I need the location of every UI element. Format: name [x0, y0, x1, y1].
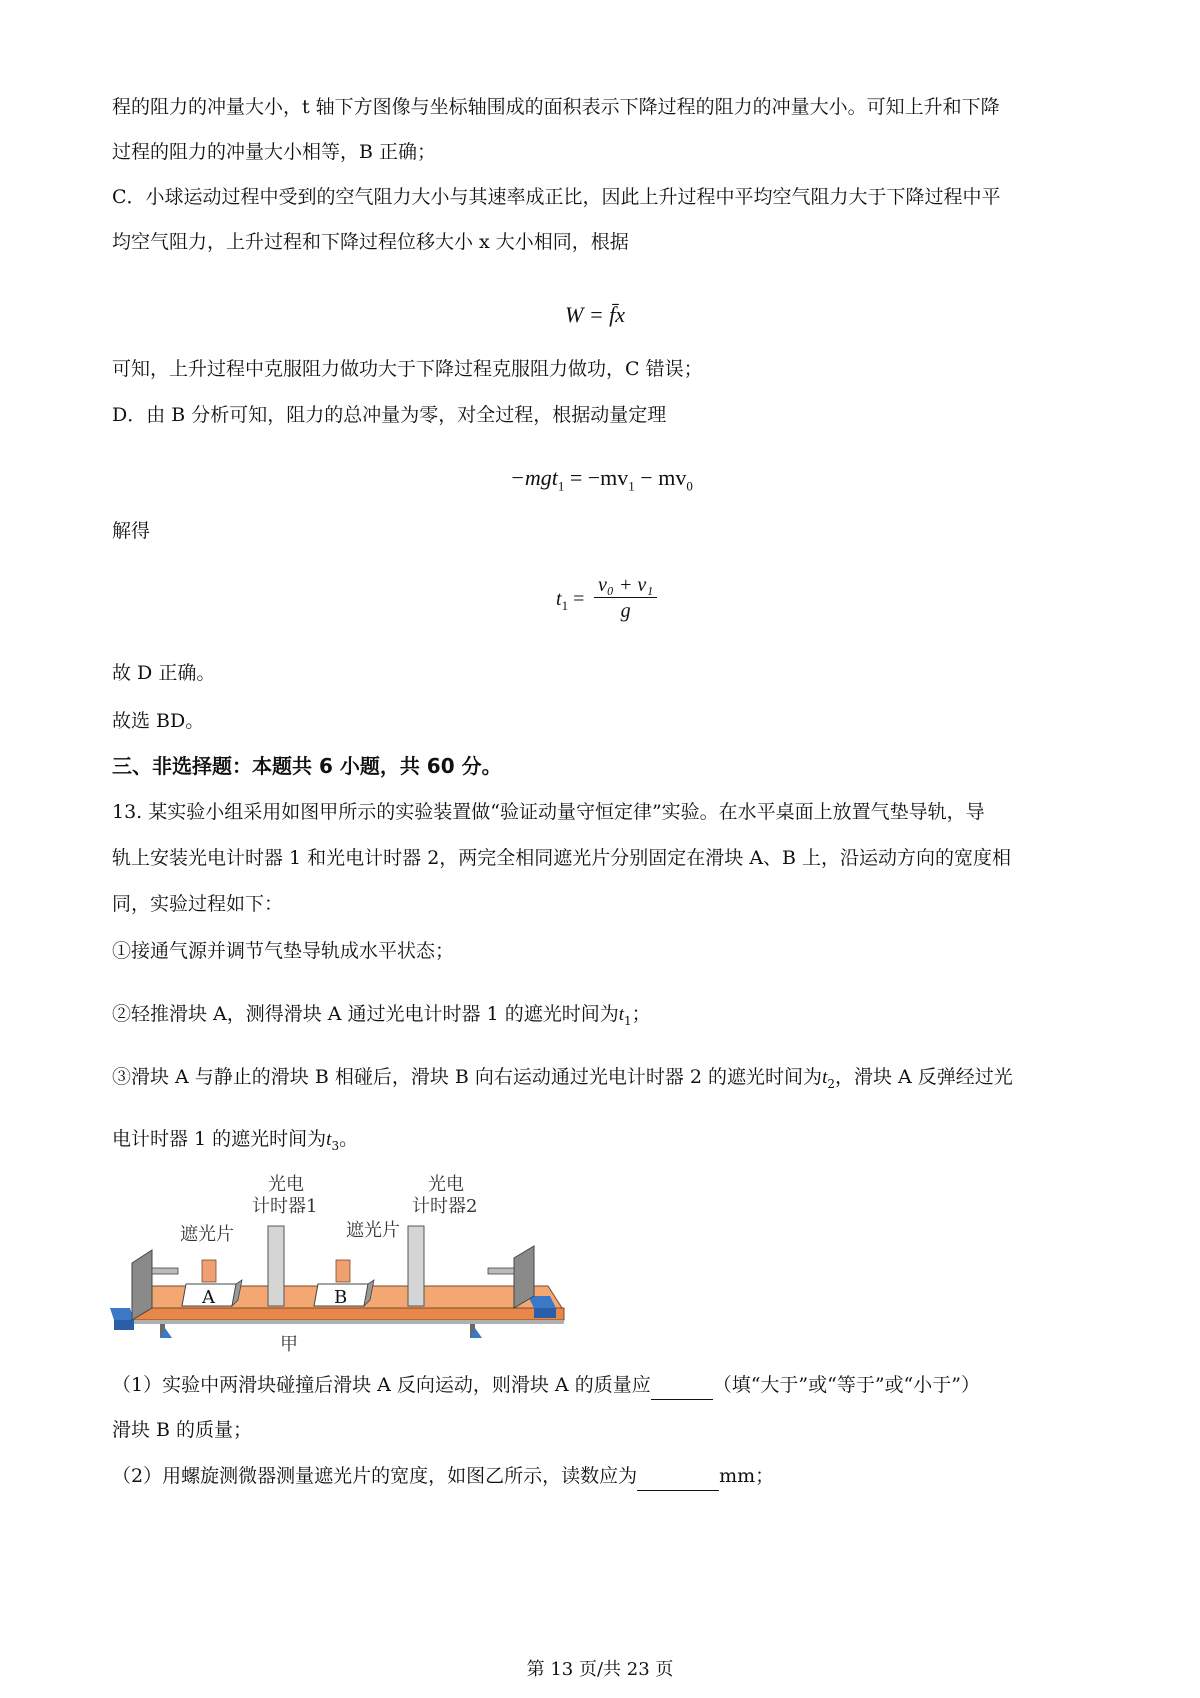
label-shade-a: 遮光片 [180, 1224, 234, 1245]
text-line: 解得 [112, 520, 151, 542]
text-line: 过程的阻力的冲量大小相等，B 正确； [112, 141, 437, 163]
answer-blank-2[interactable] [637, 1462, 719, 1491]
text-line: C．小球运动过程中受到的空气阻力大小与其速率成正比，因此上升过程中平均空气阻力大于下降过程中平 [112, 186, 1001, 208]
page-footer: 第 13 页/共 23 页 [526, 1659, 674, 1680]
fraction-denominator: g [620, 600, 631, 622]
label-photogate1-b: 计时器1 [252, 1196, 318, 1217]
equation-momentum: $-mgt_1 = -mv_1 - mv_0$ [510, 465, 693, 494]
photogate-2 [408, 1226, 424, 1306]
subquestion-hint: （填“大于”或“等于”或“小于”） [712, 1374, 980, 1396]
symbol-t: t [326, 1129, 332, 1150]
slider-b-label: B [334, 1287, 348, 1308]
left-base-block [110, 1308, 134, 1320]
subquestion-label: （2）用螺旋测微器测量遮光片的宽度，如图乙所示，读数应为 [112, 1465, 638, 1487]
question-text: 轨上安装光电计时器 1 和光电计时器 2，两完全相同遮光片分别固定在滑块 A、B 上，沿运动方向的宽度相 [112, 847, 1012, 869]
step-text [112, 1125, 358, 1160]
text-line: D．由 B 分析可知，阻力的总冲量为零，对全过程，根据动量定理 [112, 404, 667, 426]
subscript: 1 [624, 1013, 632, 1028]
subscript: 2 [827, 1076, 835, 1091]
right-base-block [534, 1308, 556, 1318]
question-text: 13. 某实验小组采用如图甲所示的实验装置做“验证动量守恒定律”实验。在水平桌面上放置气垫导轨，导 [112, 801, 985, 823]
subscript: 1 [557, 478, 565, 494]
step-mid: ，滑块 A 反弹经过光 [834, 1066, 1013, 1088]
unit-label: mm； [719, 1465, 775, 1487]
step-end: ； [631, 1003, 651, 1025]
text-line: 可知，上升过程中克服阻力做功大于下降过程克服阻力做功，C 错误； [112, 358, 703, 380]
subquestion-label: （1）实验中两滑块碰撞后滑块 A 反向运动，则滑块 A 的质量应 [112, 1374, 651, 1396]
symbol-t: t [822, 1067, 828, 1088]
left-end-stand [132, 1250, 152, 1320]
subscript: 1 [561, 598, 569, 613]
experiment-figure [110, 1168, 610, 1353]
equation-rhs-2: − mv [634, 465, 687, 490]
step-end: 。 [339, 1128, 359, 1150]
shade-plate-a [202, 1260, 216, 1282]
equation-work [565, 302, 625, 328]
right-bumper [488, 1268, 514, 1274]
text-line: 均空气阻力，上升过程和下降过程位移大小 x 大小相同，根据 [112, 231, 629, 253]
shade-plate-b [336, 1260, 350, 1282]
air-track-front [132, 1308, 564, 1320]
subquestion-text [112, 1462, 774, 1491]
label-shade-b: 遮光片 [346, 1220, 400, 1241]
step-text [112, 1063, 1013, 1098]
equation-text: W = f̄x [565, 302, 626, 327]
answer-blank-1[interactable] [651, 1371, 713, 1400]
subquestion-text: 滑块 B 的质量； [112, 1419, 253, 1441]
subquestion-text [112, 1371, 980, 1400]
subscript: 1 [628, 478, 635, 494]
text-line: 程的阻力的冲量大小，t 轴下方图像与坐标轴围成的面积表示下降过程的阻力的冲量大小。可知上升和下降 [112, 96, 1000, 118]
figure-caption: 甲 [280, 1334, 298, 1353]
section-heading: 三、非选择题：本题共 6 小题，共 60 分。 [112, 754, 502, 778]
label-photogate2-a: 光电 [428, 1174, 464, 1195]
left-bumper [152, 1268, 178, 1274]
symbol-t: t [618, 1004, 625, 1025]
equation-time-lhs: $t_1$ = [556, 588, 585, 613]
equation-time-fraction [594, 574, 657, 623]
slider-a-label: A [202, 1287, 215, 1308]
equation-lhs: −mgt [510, 465, 558, 490]
step-label: ③滑块 A 与静止的滑块 B 相碰后，滑块 B 向右运动通过光电计时器 2 的遮光时间为 [112, 1066, 823, 1088]
air-track-base [132, 1320, 564, 1324]
text-line: 故选 BD。 [112, 710, 205, 732]
subscript: 3 [331, 1138, 340, 1153]
step-text: ①接通气源并调节气垫导轨成水平状态； [112, 940, 455, 962]
equation-lhs: t [556, 588, 562, 610]
step-text [112, 1000, 651, 1035]
label-photogate2-b: 计时器2 [412, 1196, 478, 1217]
question-text: 同，实验过程如下： [112, 893, 284, 915]
label-photogate1-a: 光电 [268, 1174, 304, 1195]
fraction-numerator: v₀ + v₁ [594, 574, 657, 598]
equation-rhs: = −mv [564, 465, 629, 490]
step-label: ②轻推滑块 A，测得滑块 A 通过光电计时器 1 的遮光时间为 [112, 1003, 619, 1025]
photogate-1 [268, 1226, 284, 1306]
text-line: 故 D 正确。 [112, 662, 216, 684]
left-base-block [114, 1320, 134, 1330]
step-label: 电计时器 1 的遮光时间为 [112, 1128, 327, 1150]
